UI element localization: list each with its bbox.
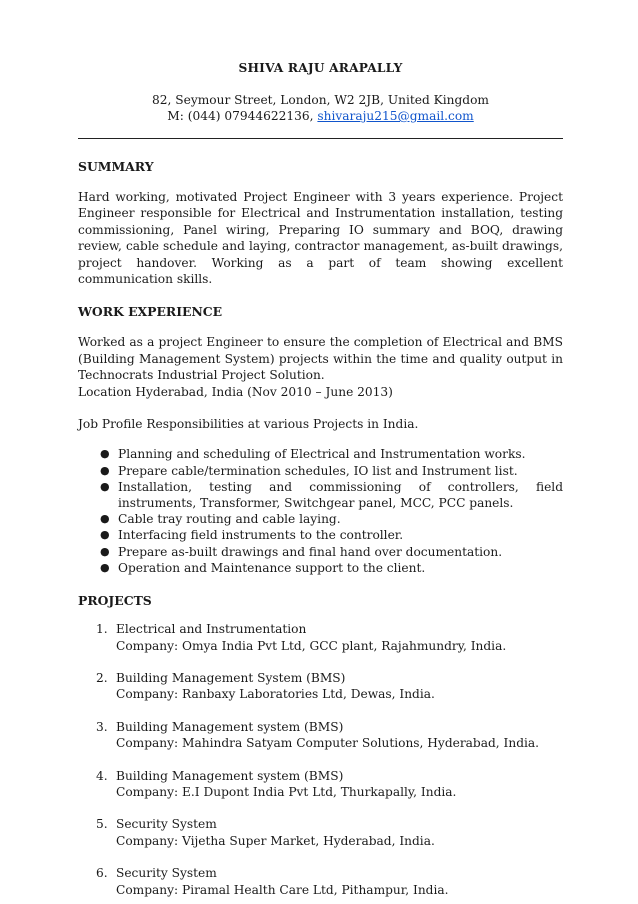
list-item: ● Installation, testing and commissioning of controllers, field instruments, Transformer, Switchgear panel, MCC, PCC panels. (100, 479, 563, 511)
project-item (78, 670, 563, 703)
list-item: ● Cable tray routing and cable laying. (100, 512, 341, 527)
project-item (78, 816, 563, 849)
resume-page (78, 60, 563, 904)
project-number: 1. (96, 622, 108, 637)
project-title: Security System (116, 866, 217, 881)
project-number: 3. (96, 719, 108, 734)
candidate-name: SHIVA RAJU ARAPALLY (238, 61, 403, 75)
project-company: Company: Vijetha Super Market, Hyderabad, India. (116, 833, 435, 848)
project-item (78, 719, 563, 752)
project-item (78, 768, 563, 801)
list-item: ● Operation and Maintenance support to the client. (100, 560, 426, 575)
project-title: Building Management System (BMS) (116, 670, 346, 685)
project-title: Security System (116, 817, 217, 832)
work-experience-heading: WORK EXPERIENCE (78, 304, 223, 320)
bullet-icon: ● (100, 512, 110, 526)
header-divider (78, 138, 563, 139)
phone-number: M: (044) 07944622136, (167, 109, 318, 123)
projects-list (78, 621, 563, 898)
work-location: Location Hyderabad, India (Nov 2010 – June 2013) (78, 384, 393, 399)
bullet-icon: ● (100, 463, 110, 477)
list-item: ● Prepare cable/termination schedules, IO list and Instrument list. (100, 463, 518, 478)
project-company: Company: Piramal Health Care Ltd, Pithampur, India. (116, 882, 449, 897)
bullet-icon: ● (100, 544, 110, 558)
project-number: 6. (96, 866, 108, 881)
list-item: ● Prepare as-built drawings and final hand over documentation. (100, 544, 503, 559)
project-item (78, 865, 563, 898)
list-item: ● Planning and scheduling of Electrical and Instrumentation works. (100, 447, 526, 462)
list-item: ● Interfacing field instruments to the controller. (100, 528, 404, 543)
bullet-icon: ● (100, 447, 110, 461)
project-company: Company: Omya India Pvt Ltd, GCC plant, Rajahmundry, India. (116, 638, 507, 653)
responsibilities-list (78, 446, 563, 576)
projects-heading: PROJECTS (78, 593, 152, 609)
project-title: Building Management system (BMS) (116, 768, 344, 783)
project-company: Company: E.I Dupont India Pvt Ltd, Thurkapally, India. (116, 784, 457, 799)
project-number: 5. (96, 817, 108, 832)
project-number: 4. (96, 768, 108, 783)
bullet-icon: ● (100, 528, 110, 542)
project-company: Company: Mahindra Satyam Computer Solutions, Hyderabad, India. (116, 736, 540, 751)
job-profile-intro: Job Profile Responsibilities at various Projects in India. (78, 417, 419, 432)
project-title: Electrical and Instrumentation (116, 622, 307, 637)
bullet-icon: ● (100, 479, 110, 493)
project-item (78, 621, 563, 654)
summary-text: Hard working, motivated Project Engineer with 3 years experience. Project Engineer responsible for Electrical and Instrumentation installation, testing commissioning, Panel wiring, Preparing IO summary and BOQ, drawing review, cable schedule and laying, contractor management, as-built drawings, project handover. Working as a part of team showing excellent communication skills. (78, 190, 563, 287)
phone-email-line (78, 108, 563, 124)
project-number: 2. (96, 670, 108, 685)
work-experience-text: Worked as a project Engineer to ensure the completion of Electrical and BMS (Building Management System) projects within the time and quality output in Technocrats Industrial Project Solution. (78, 335, 563, 383)
project-title: Building Management system (BMS) (116, 719, 344, 734)
project-company: Company: Ranbaxy Laboratories Ltd, Dewas, India. (116, 687, 435, 702)
bullet-icon: ● (100, 560, 110, 574)
email-link[interactable]: shivaraju215@gmail.com (317, 109, 474, 123)
address-line: 82, Seymour Street, London, W2 2JB, United Kingdom (152, 93, 489, 107)
contact-block (78, 92, 563, 124)
summary-heading: SUMMARY (78, 159, 154, 174)
